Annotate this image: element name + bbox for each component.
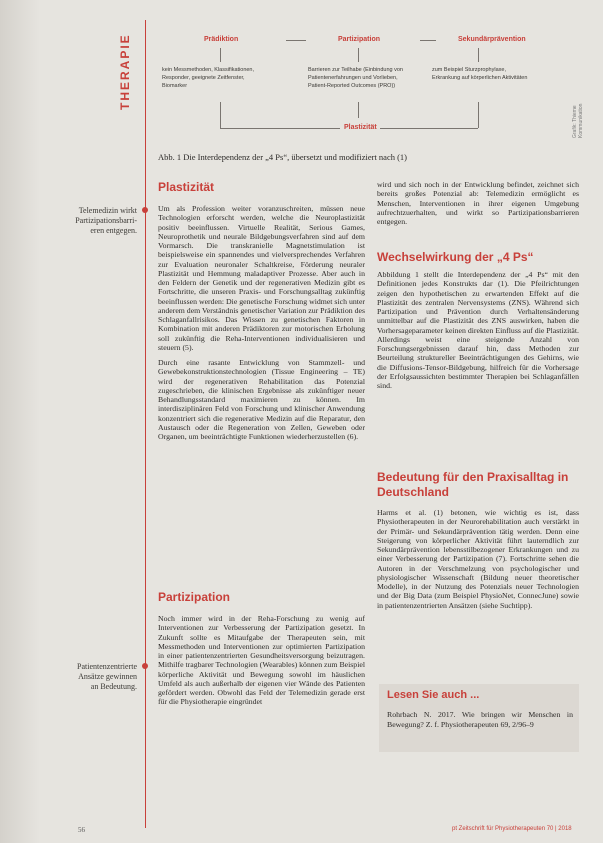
heading-partizipation: Partizipation: [158, 590, 231, 604]
margin-rule: [145, 20, 146, 828]
figure-desc-praediktion: kein Messmethoden, Klassifikationen, Responder, geeignete Zeitfenster, Biomarker: [162, 67, 255, 89]
figure-arrow: [358, 102, 359, 118]
figure-desc-sekundaerpraevention: zum Beispiel Sturzprophylaxe, Erkrankung auf körperlichen Aktivitäten: [432, 67, 528, 81]
heading-bedeutung: Bedeutung für den Praxisalltag in Deutschland: [377, 470, 569, 499]
section-partizipation-body: [158, 614, 365, 804]
section-wechselwirkung-body: [377, 270, 579, 448]
figure-desc-partizipation: Barrieren zur Teilhabe (Einbindung von Patientenerfahrungen und Vorlieben, Patient-Reported Outcomes (PRO)): [308, 67, 403, 89]
figure-label-partizipation: Partizipation: [338, 36, 381, 43]
figure-label-sekundaerpraevention: Sekundärprävention: [458, 36, 526, 43]
paragraph: Durch eine rasante Entwicklung von Stammzell- und Gewebekonstruktionstechnologien (Tissue Engineering – TE) wird der regenerativen Rehabilitation das Potenzial zugeschrieben, die klinischen Ergebnisse als zukünftiger neuer Behandlungsstandard maximieren zu können. Im interdisziplinären Feld von Forschung und klinischer Anwendung konzentriert sich die regenerative Medizin auf die Reparatur, den Austausch oder die Regeneration von Zellen, Geweben oder Organen, um beeinträchtigte Funktionen wiederherzustellen (6).: [158, 358, 365, 441]
page-shadow: [0, 0, 40, 843]
figure-connector: [380, 128, 478, 129]
lesen-sie-auch-title: Lesen Sie auch ...: [387, 689, 480, 701]
figure-connector: [420, 40, 436, 41]
figure-4ps: [158, 28, 584, 138]
figure-arrow: [478, 102, 479, 128]
journal-footer: pt Zeitschrift für Physiotherapeuten 70 | 2018: [452, 826, 572, 832]
lesen-sie-auch-text: Rohrbach N. 2017. Wie bringen wir Menschen in Bewegung? Z. f. Physiotherapeuten 69, 2/96–9: [387, 710, 573, 729]
sidenote-marker: [142, 207, 148, 213]
paragraph: wird und sich noch in der Entwicklung befindet, zeichnet sich bereits großes Potenzial ab: Telemedizin ermöglicht es Menschen, Interventionen in ihrer eigenen Umgebung aufrechtzuerhalten, und wirkt so Partizipationsbarrieren entgegen.: [377, 180, 579, 226]
figure-label-plastizitaet: Plastizität: [344, 124, 377, 131]
sidenote-telemedizin: Telemedizin wirkt Partizipationsbarri- eren entgegen.: [75, 206, 137, 235]
figure-connector: [220, 128, 340, 129]
lesen-sie-auch-box: [379, 684, 579, 752]
paragraph: Um als Profession weiter voranzuschreiten, müssen neue Technologien erforscht werden, welche die Neuroplastizität positiv beeinflussen. Virtuelle Realität, Serious Games, Neuroprothetik und neurale Bildgebungsverfahren sind auf dem Vormarsch. Die transkranielle Magnetstimulation ist beispielsweise ein spannendes und vielversprechendes Verfahren zur Evaluation neuronaler Schaltkreise, Förderung neuraler Plastizität und Hemmung maladaptiver Prozesse. Aber auch in den Feldern der Genetik und der regenerativen Medizin gibt es Fortschritte, die unseren Praxis- und Forschungsalltag zukünftig beeinflussen werden: Die genetische Forschung widmet sich unter anderem dem Verständnis genetischer Variation zur Prädiktion des Schlaganfallrisikos. Das Wissen zu genetischen Faktoren in Kombination mit anderen Prädiktoren zur motorischen Erholung soll zukünftig die Reha-Interventionen individualisieren und steuern (5).: [158, 204, 365, 352]
section-plastizitaet-body: [158, 204, 365, 574]
section-bedeutung-body: [377, 508, 579, 674]
heading-wechselwirkung: Wechselwirkung der „4 Ps“: [377, 250, 534, 264]
figure-arrow: [220, 48, 221, 62]
figure-label-praediktion: Prädiktion: [204, 36, 239, 43]
paragraph: Harms et al. (1) betonen, wie wichtig es ist, dass Physiotherapeuten in der Neurorehabilitation auch verstärkt in der Primär- und Sekundärprävention tätig werden. Denn eine Steigerung von körperlicher Aktivität führt lauterndlich zur Sekundärprävention lebensstilbezogener Erkrankungen und zu einer Verbesserung der Partizipation (7). Fortschritte sehen die Autoren in der Verschmelzung von psychologischer und physiologischer Wissenschaft (Bildung neuer theoretischer Modelle), in der Nutzung des Potenzials neuer Technologien und der Big Data (zum Beispiel PhysioNet, ConnecJune) sowie in patientenzentrierten Ansätzen (siehe Suchtipp).: [377, 508, 579, 610]
paragraph: Noch immer wird in der Reha-Forschung zu wenig auf Interventionen zur Verbesserung der Partizipation gesetzt. In Zukunft sollte es Mitaufgabe der Therapeuten sein, mit Messmethoden und Interventionen zur optimierten Partizipation in einer patientenzentrierten Gesundheitsversorgung beizutragen. Mithilfe tragbarer Technologien (Wearables) können zum Beispiel körperliche Aktivität und Bewegung sowohl im häuslichen Umfeld als auch außerhalb der eigenen vier Wände des Patienten gefördert werden. Obwohl das Feld der Telemedizin gerade erst für die Physiotherapie eingründet: [158, 614, 365, 707]
figure-credit: Grafik: Thieme Kommunikation: [572, 103, 584, 138]
page-number: 56: [78, 826, 85, 834]
figure-caption: Abb. 1 Die Interdependenz der „4 Ps“, übersetzt und modifiziert nach (1): [158, 152, 408, 162]
figure-arrow: [220, 102, 221, 128]
section-tab: THERAPIE: [118, 33, 132, 111]
sidenote-marker: [142, 663, 148, 669]
heading-plastizitaet: Plastizität: [158, 180, 215, 194]
figure-connector: [286, 40, 306, 41]
col2-intro: [377, 180, 579, 246]
paragraph: Abbildung 1 stellt die Interdependenz der „4 Ps“ mit den Definitionen jedes Konstrukts dar (1). Die Pfeilrichtungen zeigen den hypothetischen zu erwartenden Effekt auf die Plastizität des zentralen Nervensystems (ZNS). Während sich Partizipation und Prävention durch Verhaltensänderung unmittelbar auf die Plastizität des ZNS auswirken, haben die Vorhersageparameter keinen direkten Einfluss auf die Plastizität. Allerdings weist eine steigende Anzahl von Forschungsergebnissen darauf hin, dass Methoden zur Beurteilung struktureller Beeinträchtigungen des Gehirns, wie die Diffusions-Tensor-Bildgebung, hilfreich für die Vorhersage der Erfolgsaussichten bestimmter Therapien bei Schlaganfällen sind.: [377, 270, 579, 390]
sidenote-patienten: Patientenzentrierte Ansätze gewinnen an Bedeutung.: [77, 662, 137, 691]
figure-arrow: [478, 48, 479, 62]
figure-arrow: [358, 48, 359, 62]
